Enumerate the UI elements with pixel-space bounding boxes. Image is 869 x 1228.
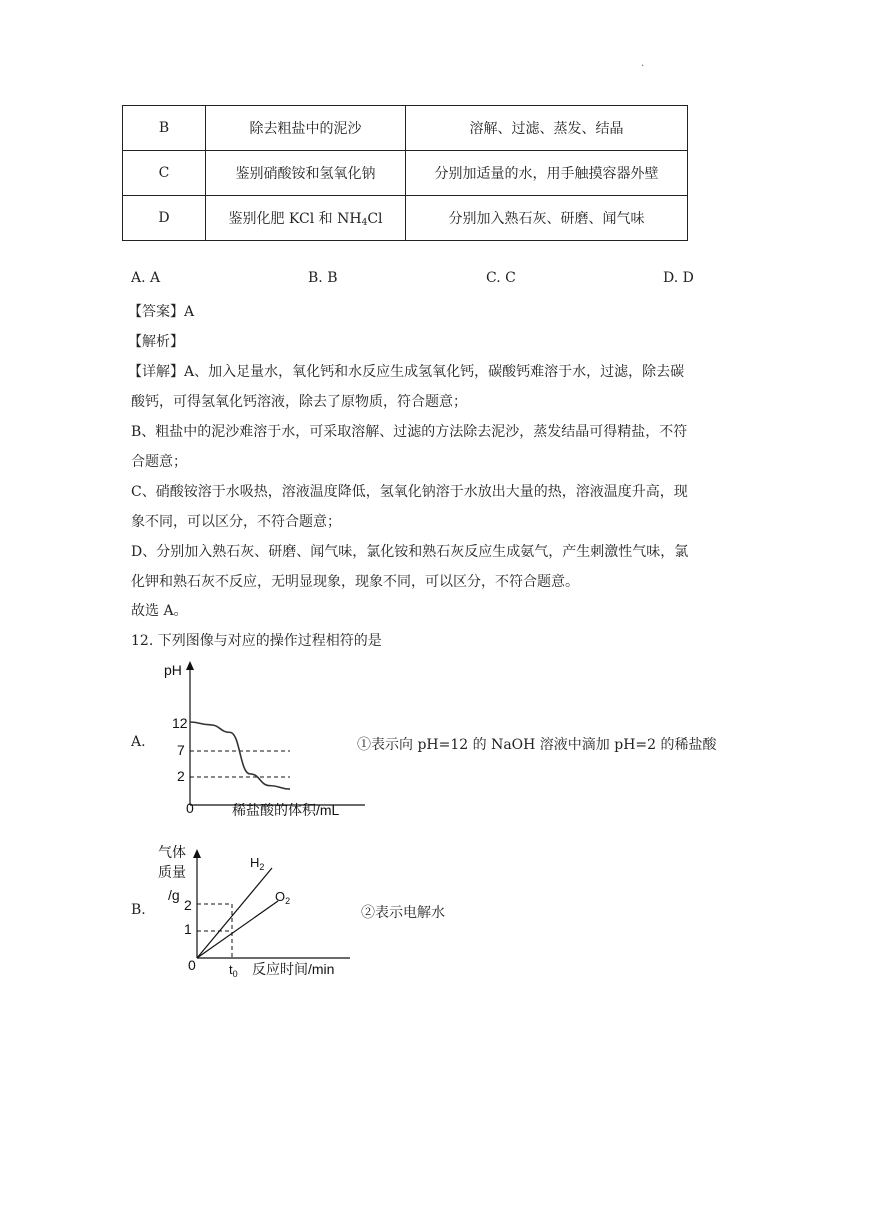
table-row xyxy=(123,196,688,241)
page-mark: . xyxy=(641,58,645,69)
table-row xyxy=(123,151,688,196)
explanation-line: D、分别加入熟石灰、研磨、闻气味，氯化铵和熟石灰反应生成氨气，产生刺激性气味，氯 xyxy=(131,544,689,560)
explanation-line: B、粗盐中的泥沙难溶于水，可采取溶解、过滤的方法除去泥沙，蒸发结晶可得精盐，不符 xyxy=(131,424,688,440)
options-table xyxy=(122,105,688,241)
explanation-line: 酸钙，可得氢氧化钙溶液，除去了原物质，符合题意； xyxy=(131,394,467,410)
explanation-line: 【详解】A、加入足量水，氧化钙和水反应生成氢氧化钙，碳酸钙难溶于水，过滤，除去碳 xyxy=(128,364,685,380)
row-key: D xyxy=(123,196,206,241)
explanation-line: 合题意； xyxy=(131,454,187,470)
row-purpose xyxy=(206,196,406,241)
explanation-line: 象不同，可以区分，不符合题意； xyxy=(131,514,341,530)
origin-label: 0 xyxy=(188,957,196,973)
y-axis-title: pH xyxy=(164,662,182,678)
explanation-line: 故选 A。 xyxy=(131,603,188,619)
origin-label: 0 xyxy=(186,800,194,816)
subscript: 4 xyxy=(361,218,368,228)
h2-label: $H_2$ xyxy=(250,855,265,872)
y-axis-unit: /g xyxy=(168,887,180,903)
y-tick-label: 2 xyxy=(184,897,192,913)
purpose-text: 鉴别化肥 KCl 和 NH xyxy=(228,211,362,227)
option-b-label: B. xyxy=(131,902,146,918)
o2-label: $O_2$ xyxy=(275,889,291,906)
option-a-label: A. xyxy=(131,734,146,750)
purpose-text: Cl xyxy=(367,211,383,227)
row-method: 分别加入熟石灰、研磨、闻气味 xyxy=(406,196,688,241)
choice-a: A. A xyxy=(131,270,161,286)
answer-line: 【答案】A xyxy=(128,304,195,320)
ph-graph xyxy=(150,655,370,825)
row-purpose: 除去粗盐中的泥沙 xyxy=(206,106,406,151)
y-axis-title: 质量 xyxy=(158,864,186,880)
ph-curve xyxy=(190,722,290,789)
row-method: 溶解、过滤、蒸发、结晶 xyxy=(406,106,688,151)
choice-b: B. B xyxy=(308,270,338,286)
row-purpose: 鉴别硝酸铵和氢氧化钠 xyxy=(206,151,406,196)
y-tick-label: 1 xyxy=(184,921,192,937)
y-tick-label: 2 xyxy=(177,768,185,784)
analysis-label: 【解析】 xyxy=(128,334,184,350)
y-axis-arrow xyxy=(186,661,194,670)
electrolysis-graph xyxy=(150,840,360,985)
x-axis-title: 稀盐酸的体积/mL xyxy=(232,802,340,818)
row-method: 分别加适量的水，用手触摸容器外壁 xyxy=(406,151,688,196)
row-key: C xyxy=(123,151,206,196)
question-title: 12. 下列图像与对应的操作过程相符的是 xyxy=(131,633,382,649)
choice-c: C. C xyxy=(486,270,516,286)
explanation-line: C、硝酸铵溶于水吸热，溶液温度降低，氢氧化钠溶于水放出大量的热，溶液温度升高，现 xyxy=(131,484,688,500)
table-row xyxy=(123,106,688,151)
x-axis-title: 反应时间/min xyxy=(252,961,335,977)
y-tick-label: 12 xyxy=(172,715,188,731)
option-a-description: ①表示向 pH=12 的 NaOH 溶液中滴加 pH=2 的稀盐酸 xyxy=(357,737,717,753)
row-key: B xyxy=(123,106,206,151)
y-tick-label: 7 xyxy=(177,742,185,758)
x-tick-label: $t_0$ xyxy=(229,962,238,979)
option-b-description: ②表示电解水 xyxy=(361,905,445,921)
y-axis-arrow xyxy=(193,849,201,858)
choice-d: D. D xyxy=(663,270,694,286)
explanation-line: 化钾和熟石灰不反应，无明显现象，现象不同，可以区分，不符合题意。 xyxy=(131,574,579,590)
y-axis-title: 气体 xyxy=(158,844,186,860)
